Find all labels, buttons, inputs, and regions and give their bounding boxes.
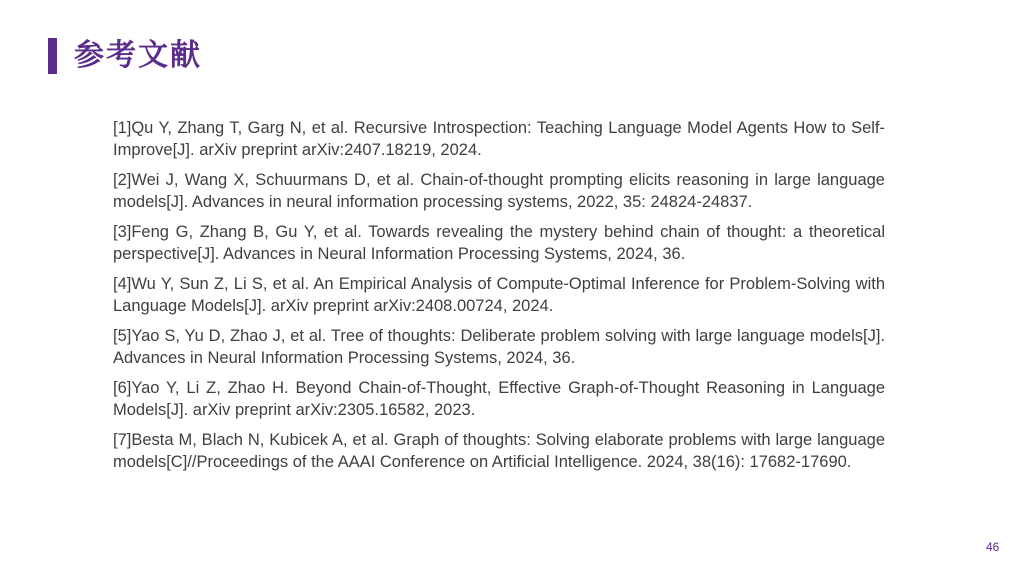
reference-item: [1]Qu Y, Zhang T, Garg N, et al. Recursive Introspection: Teaching Language Model Agents How to Self-Improve[J]. arXiv preprint arXiv:2407.18219, 2024. (113, 119, 885, 159)
page-title: 参考文献 (74, 39, 202, 72)
reference-item: [5]Yao S, Yu D, Zhao J, et al. Tree of thoughts: Deliberate problem solving with large language models[J]. Advances in Neural Information Processing Systems, 2024, 36. (113, 327, 885, 367)
reference-item: [4]Wu Y, Sun Z, Li S, et al. An Empirical Analysis of Compute-Optimal Inference for Problem-Solving with Language Models[J]. arXiv preprint arXiv:2408.00724, 2024. (113, 275, 885, 315)
reference-item: [3]Feng G, Zhang B, Gu Y, et al. Towards revealing the mystery behind chain of thought: a theoretical perspective[J]. Advances in Neural Information Processing Systems, 2024, 36. (113, 223, 885, 263)
reference-item: [6]Yao Y, Li Z, Zhao H. Beyond Chain-of-Thought, Effective Graph-of-Thought Reasoning in Language Models[J]. arXiv preprint arXiv:2305.16582, 2023. (113, 379, 885, 419)
reference-item: [2]Wei J, Wang X, Schuurmans D, et al. Chain-of-thought prompting elicits reasoning in large language models[J]. Advances in neural information processing systems, 2022, 35: 24824-24837. (113, 171, 885, 211)
references-list (113, 118, 885, 482)
page-number: 46 (986, 540, 1000, 554)
reference-item: [7]Besta M, Blach N, Kubicek A, et al. Graph of thoughts: Solving elaborate problems with large language models[C]//Proceedings of the AAAI Conference on Artificial Intelligence. 2024, 38(16): 17682-17690. (113, 431, 885, 471)
title-accent-bar (48, 38, 57, 74)
